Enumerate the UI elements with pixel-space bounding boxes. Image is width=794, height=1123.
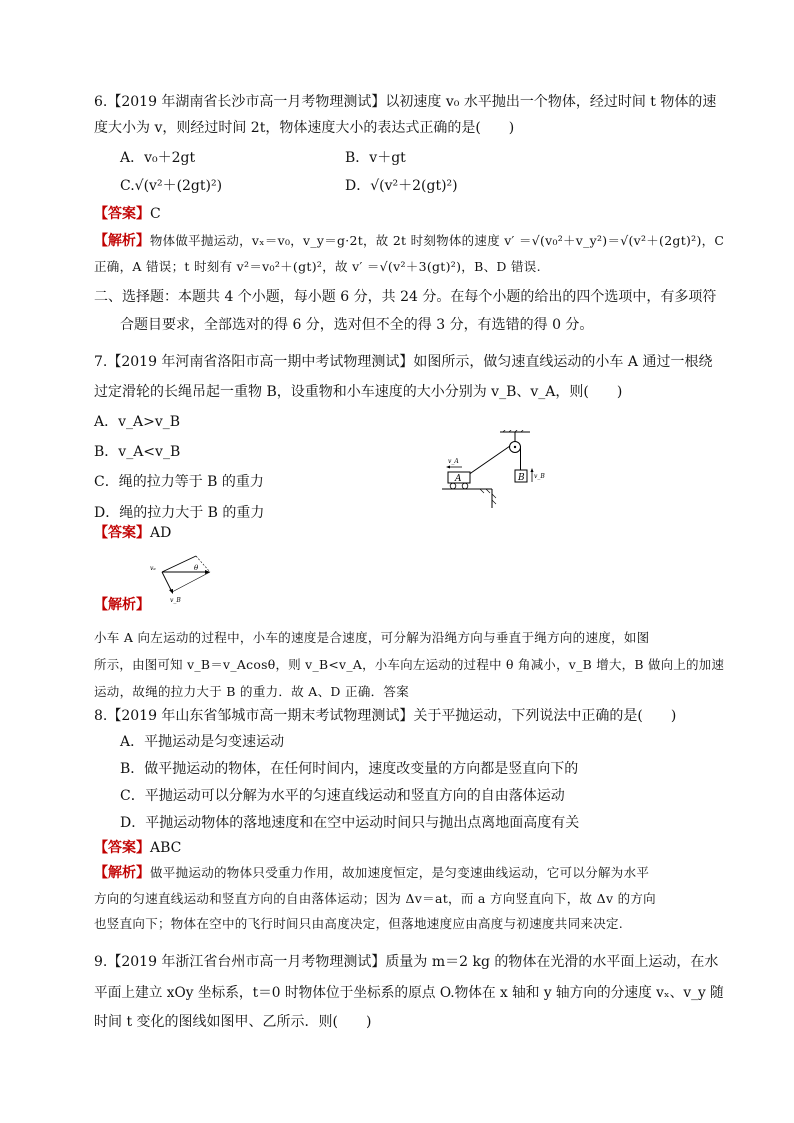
q7-analysis-line2: 所示，由图可知 v_B＝v_Acosθ，则 v_B<v_A，小车向左运动的过程中 θ 角减小，v_B 增大，B 做向上的加速 (94, 657, 725, 672)
vb-label: v_B (534, 473, 545, 480)
q8-analysis-line1 (94, 863, 649, 883)
section-header-line1: 二、选择题：本题共 4 个小题，每小题 6 分，共 24 分。在每个小题的给出的四个选项中，有多项符 (94, 289, 717, 305)
q8-option-d: D．平抛运动物体的落地速度和在空中运动时间只与抛出点离地面高度有关 (120, 815, 580, 831)
rope-direction-line (162, 556, 196, 572)
q7-stem-line1: 7.【2019 年河南省洛阳市高一期中考试物理测试】如图所示，做匀速直线运动的小车 A 通过一根绕 (94, 354, 713, 370)
answer-tag: 【答案】 (94, 525, 150, 541)
q7-velocity-diagram (148, 548, 218, 610)
q7-analysis-line3: 运动，故绳的拉力大于 B 的重力．故 A、D 正确．答案 (94, 684, 410, 699)
vb-fig-label: v_B (170, 597, 181, 604)
q6-stem-line2: 度大小为 v，则经过时间 2t，物体速度大小的表达式正确的是( ) (94, 120, 515, 136)
cart-wheel-left (450, 483, 456, 489)
q7-analysis-tag (94, 595, 150, 615)
q7-option-a: A．v_A>v_B (94, 414, 181, 430)
section-header-line2: 合题目要求，全部选对的得 6 分，选对但不全的得 3 分，有选错的得 0 分。 (120, 317, 594, 333)
pulley-axle (514, 446, 516, 448)
answer-tag: 【答案】 (94, 206, 150, 222)
analysis-tag: 【解析】 (94, 597, 150, 613)
q9-stem-line2: 平面上建立 xOy 坐标系，t＝0 时物体位于坐标系的原点 O.物体在 x 轴和 y 轴方向的分速度 vₓ、v_y 随 (94, 985, 724, 1001)
q6-option-c: C.√(v²＋(2gt)²) (120, 178, 223, 194)
q6-analysis-line2: 正确，A 错误；t 时刻有 v²＝v₀²＋(gt)²，故 v′ ＝√(v²＋3(gt)²)，B、D 错误. (94, 259, 541, 274)
va-arrowhead (446, 466, 450, 469)
q7-option-d: D．绳的拉力大于 B 的重力 (94, 505, 265, 521)
q6-stem-line1: 6.【2019 年湖南省长沙市高一月考物理测试】以初速度 v₀ 水平抛出一个物体，经过时间 t 物体的速 (94, 94, 717, 110)
q6-answer (94, 204, 161, 224)
analysis-text: 物体做平抛运动，vₓ＝v₀，v_y＝g·2t，故 2t 时刻物体的速度 v′ ＝√(v₀²＋v_y²)＝√(v²＋(2gt)²)，C (149, 233, 725, 248)
q9-stem-line1: 9.【2019 年浙江省台州市高一月考物理测试】质量为 m＝2 kg 的物体在光滑的水平面上运动，在水 (94, 954, 719, 970)
q7-stem-line2: 过定滑轮的长绳吊起一重物 B，设重物和小车速度的大小分别为 v_B、v_A，则( ) (94, 384, 623, 400)
q7-pulley-diagram (440, 430, 550, 510)
q7-option-b: B．v_A<v_B (94, 444, 181, 460)
cart-a-label: A (455, 474, 462, 484)
q8-option-b: B．做平抛运动的物体，在任何时间内，速度改变量的方向都是竖直向下的 (120, 761, 579, 777)
q8-analysis-line2: 方向的匀速直线运动和竖直方向的自由落体运动；因为 Δv＝at，而 a 方向竖直向下，故 Δv 的方向 (94, 891, 656, 906)
q6-option-d: D．√(v²＋2(gt)²) (345, 178, 458, 194)
analysis-text: 做平抛运动的物体只受重力作用，故加速度恒定，是匀变速曲线运动，它可以分解为水平 (150, 865, 650, 880)
q8-answer (94, 838, 181, 858)
q7-answer (94, 523, 171, 543)
answer-value: AD (150, 525, 172, 541)
q8-option-a: A．平抛运动是匀变速运动 (120, 734, 285, 750)
answer-tag: 【答案】 (94, 840, 150, 856)
answer-value: ABC (150, 840, 182, 856)
vb-arrowhead (531, 468, 534, 472)
q6-option-b: B．v＋gt (345, 150, 406, 166)
ground-hatch (480, 489, 496, 504)
q8-option-c: C．平抛运动可以分解为水平的匀速直线运动和竖直方向的自由落体运动 (120, 788, 565, 804)
q8-stem: 8.【2019 年山东省邹城市高一期末考试物理测试】关于平抛运动，下列说法中正确的是( ) (94, 708, 677, 724)
q7-option-c: C．绳的拉力等于 B 的重力 (94, 474, 264, 490)
answer-value: C (150, 206, 161, 222)
closing-line (172, 572, 210, 592)
rope-to-cart (468, 446, 510, 475)
q9-stem-line3: 时间 t 变化的图线如图甲、乙所示．则( ) (94, 1014, 372, 1030)
theta-label: θ (194, 564, 199, 572)
q6-analysis-line1 (94, 231, 724, 251)
cart-wheel-right (462, 483, 468, 489)
analysis-tag: 【解析】 (94, 233, 150, 249)
vb-vector (162, 572, 172, 592)
q6-option-a: A．v₀＋2gt (120, 150, 196, 166)
va-fig-label: vₐ (150, 565, 156, 572)
analysis-tag: 【解析】 (94, 865, 150, 881)
q8-analysis-line3: 也竖直向下；物体在空中的飞行时间只由高度决定，但落地速度应由高度与初速度共同来决定. (94, 916, 624, 931)
q7-analysis-line1: 小车 A 向左运动的过程中，小车的速度是合速度，可分解为沿绳方向与垂直于绳方向的速度，如图 (94, 630, 650, 645)
block-b-label: B (518, 473, 525, 483)
va-label: v_A (448, 458, 459, 465)
